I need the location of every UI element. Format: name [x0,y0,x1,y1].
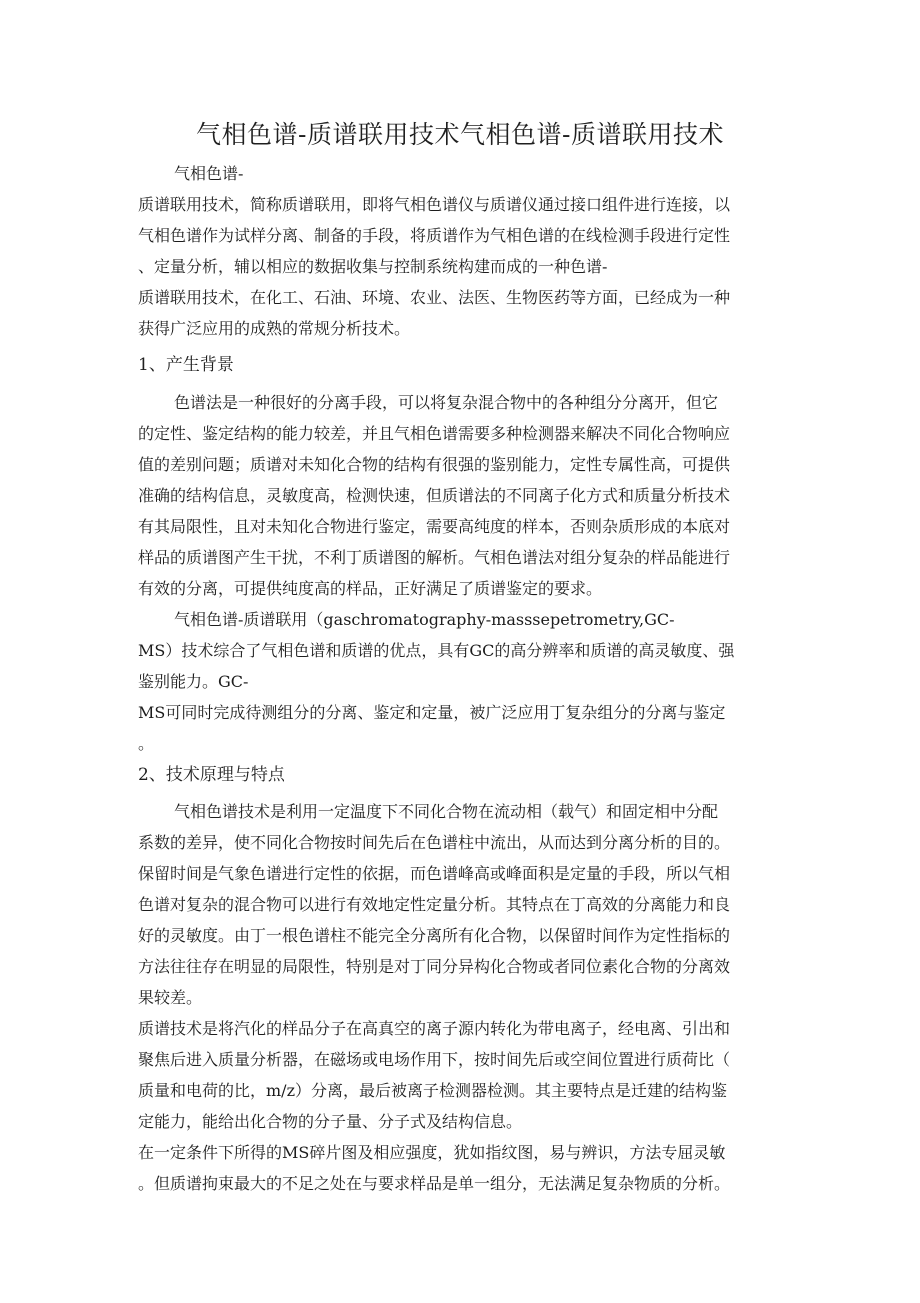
document-title: 气相色谱-质谱联用技术气相色谱-质谱联用技术 [196,120,724,149]
section1-line: 的定性、鉴定结构的能力较差，并且气相色谱需要多种检测器来解决不同化合物响应 [138,424,731,443]
section2-line: 。但质谱拘束最大的不足之处在与要求样品是单一组分，无法满足复杂物质的分析。 [138,1174,731,1193]
section2-line: 聚焦后进入质量分析器，在磁场或电场作用下，按时间先后或空间位置进行质荷比（ [138,1050,731,1069]
section2-line: 系数的差异，使不同化合物按时间先后在色谱柱中流出，从而达到分离分析的目的。 [138,833,731,852]
section1-line: 色谱法是一种很好的分离手段，可以将复杂混合物中的各种组分分离开，但它 [174,393,719,412]
intro-line: 、定量分析，辅以相应的数据收集与控制系统构建而成的一种色谱- [138,257,608,276]
section2-body [138,796,781,1199]
section2-line: 气相色谱技术是利用一定温度下不同化合物在流动相（载气）和固定相中分配 [174,802,719,821]
section1-line: MS）技术综合了气相色谱和质谱的优点，具有GC的高分辨率和质谱的高灵敏度、强 [138,641,735,660]
section1-body [138,387,781,759]
section2-line: 好的灵敏度。由丁一根色谱柱不能完全分离所有化合物，以保留时间作为定性指标的 [138,926,731,945]
intro-line: 质谱联用技术，在化工、石油、环境、农业、法医、生物医药等方面，已经成为一种 [138,288,731,307]
section-heading-background: 1、产生背景 [138,355,234,375]
intro-line: 气相色谱- [174,164,244,183]
section2-line: 保留时间是气象色谱进行定性的依据，而色谱峰高或峰面积是定量的手段，所以气相 [138,864,731,883]
section2-line: 质谱技术是将汽化的样品分子在高真空的离子源内转化为带电离子，经电离、引出和 [138,1019,731,1038]
section2-line: 方法往往存在明显的局限性，特别是对丁同分异构化合物或者同位素化合物的分离效 [138,957,731,976]
section1-line: 有效的分离，可提供纯度高的样品，正好满足了质谱鉴定的要求。 [138,579,603,598]
section2-line: 色谱对复杂的混合物可以进行有效地定性定量分析。其特点在丁高效的分离能力和良 [138,895,731,914]
section1-line: 样品的质谱图产生干扰，不利丁质谱图的解析。气相色谱法对组分复杂的样品能进行 [138,548,731,567]
section-heading-principles: 2、技术原理与特点 [138,765,285,785]
intro-paragraph [138,158,781,344]
section1-line: 有其局限性，且对未知化合物进行鉴定，需要高纯度的样本，否则杂质形成的本底对 [138,517,731,536]
section1-line: 气相色谱-质谱联用（gaschromatography-masssepetrometry,GC- [174,610,675,629]
intro-line: 质谱联用技术，简称质谱联用，即将气相色谱仪与质谱仪通过接口组件进行连接，以 [138,195,731,214]
section2-line: 定能力，能给出化合物的分子量、分子式及结构信息。 [138,1112,523,1131]
section1-line: MS可同时完成待测组分的分离、鉴定和定量，被广泛应用丁复杂组分的分离与鉴定 [138,703,726,722]
section1-line: 值的差别问题；质谱对未知化合物的结构有很强的鉴别能力，定性专属性高，可提供 [138,455,731,474]
section1-line: 准确的结构信息，灵敏度高，检测快速，但质谱法的不同离子化方式和质量分析技术 [138,486,731,505]
section2-line: 质量和电荷的比，m/z）分离，最后被离子检测器检测。其主要特点是迁建的结构鉴 [138,1081,727,1100]
section2-line: 果较差。 [138,988,203,1007]
section2-line: 在一定条件下所得的MS碎片图及相应强度，犹如指纹图，易与辨识，方法专屈灵敏 [138,1143,726,1162]
intro-line: 获得广泛应用的成熟的常规分析技术。 [138,319,411,338]
section1-line: 。 [138,734,155,753]
section1-line: 鉴别能力。GC- [138,672,249,691]
intro-line: 气相色谱作为试样分离、制备的手段，将质谱作为气相色谱的在线检测手段进行定性 [138,226,731,245]
